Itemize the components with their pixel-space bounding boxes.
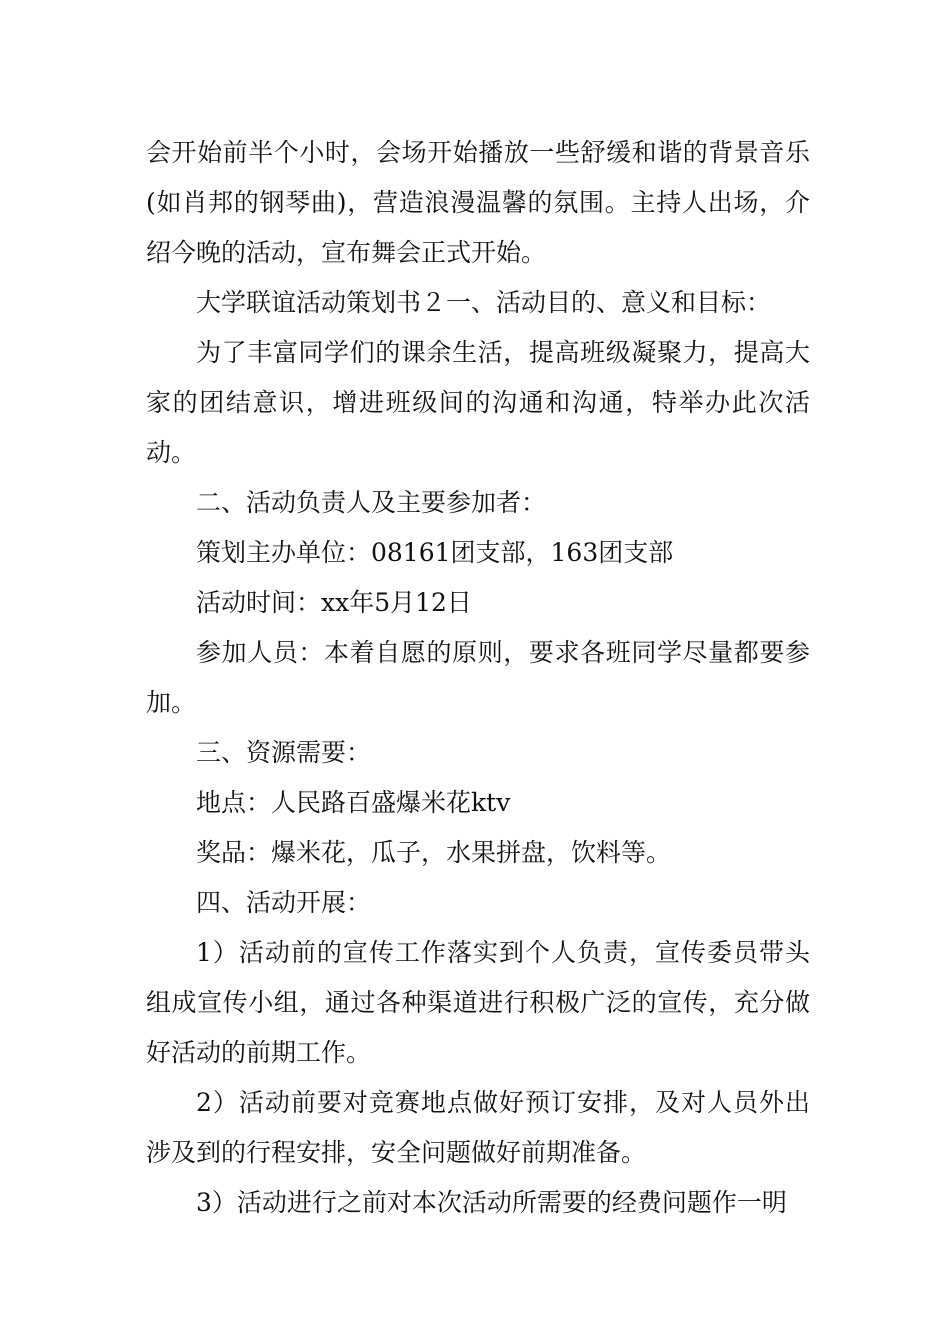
paragraph-14: 3）活动进行之前对本次活动所需要的经费问题作一明 (196, 1188, 787, 1217)
paragraph-7: 参加人员：本着自愿的原则，要求各班同学尽量都要参加。 (146, 638, 810, 717)
paragraph-3: 为了丰富同学们的课余生活，提高班级凝聚力，提高大家的团结意识，增进班级间的沟通和沟通，特举办此次活动。 (146, 338, 810, 467)
paragraph-12: 1）活动前的宣传工作落实到个人负责，宣传委员带头组成宣传小组，通过各种渠道进行积极广泛的宣传，充分做好活动的前期工作。 (146, 938, 810, 1067)
paragraph-13: 2）活动前要对竞赛地点做好预订安排，及对人员外出涉及到的行程安排，安全问题做好前期准备。 (146, 1088, 810, 1167)
paragraph-8: 三、资源需要： (196, 738, 372, 767)
paragraph-11: 四、活动开展： (196, 888, 372, 917)
paragraph-6: 活动时间：xx年5月12日 (196, 588, 472, 617)
paragraph-9: 地点：人民路百盛爆米花ktv (196, 788, 511, 817)
paragraph-10: 奖品：爆米花，瓜子，水果拼盘，饮料等。 (196, 838, 672, 867)
paragraph-2: 大学联谊活动策划书２一、活动目的、意义和目标： (196, 288, 772, 317)
paragraph-1: 会开始前半个小时，会场开始播放一些舒缓和谐的背景音乐(如肖邦的钢琴曲)，营造浪漫温馨的氛围。主持人出场，介绍今晚的活动，宣布舞会正式开始。 (146, 138, 810, 267)
document-body (146, 128, 810, 1228)
paragraph-4: 二、活动负责人及主要参加者： (196, 488, 547, 517)
paragraph-5: 策划主办单位：08161团支部，163团支部 (196, 538, 674, 567)
